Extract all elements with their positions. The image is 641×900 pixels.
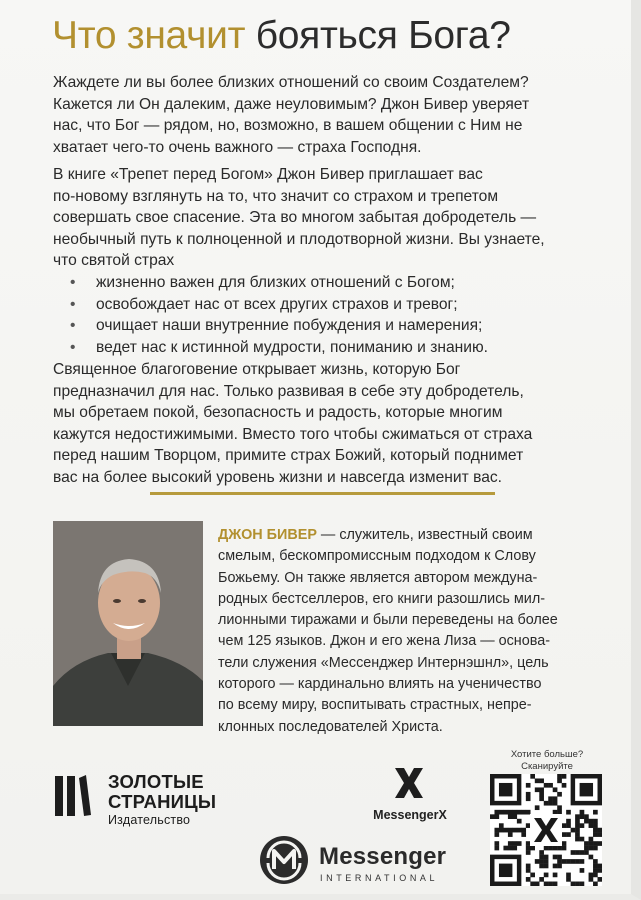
qr-module <box>562 774 567 779</box>
qr-module <box>589 873 594 878</box>
qr-module <box>526 810 531 815</box>
qr-module <box>593 832 598 837</box>
closing-paragraph <box>53 359 613 488</box>
bullet-dot-icon: • <box>70 295 76 313</box>
qr-module <box>557 792 562 797</box>
qr-module <box>557 778 562 783</box>
author-portrait-illustration <box>53 521 203 726</box>
qr-module <box>575 882 580 886</box>
bio-line: которого — кардинально влиять на ученичество <box>218 676 542 693</box>
qr-module <box>562 832 567 837</box>
messengerx-label: MessengerX <box>373 808 447 822</box>
qr-caption-line2: Сканируйте <box>521 761 573 772</box>
qr-module <box>508 828 513 833</box>
qr-module <box>503 828 508 833</box>
qr-module <box>580 859 585 864</box>
qr-module <box>526 850 531 855</box>
x-logo-icon <box>393 766 425 800</box>
qr-module <box>544 882 549 886</box>
qr-module <box>575 859 580 864</box>
qr-module <box>526 783 531 788</box>
headline-accent: Что значит <box>52 14 246 57</box>
qr-module <box>526 841 531 846</box>
invite-line: совершать свое спасение. Эта во многом забытая добродетель — <box>53 209 537 226</box>
qr-module <box>553 801 558 806</box>
qr-module <box>553 882 558 886</box>
qr-module <box>530 774 535 779</box>
qr-module <box>553 787 558 792</box>
messenger-m-badge-icon <box>259 835 309 885</box>
qr-module <box>557 805 562 810</box>
list-item: • жизненно важен для близких отношений с Богом; <box>70 272 610 294</box>
qr-module <box>535 787 540 792</box>
qr-module <box>553 810 558 815</box>
qr-caption <box>488 749 606 773</box>
qr-module <box>526 868 531 873</box>
publisher-subtitle: Издательство <box>108 813 191 827</box>
qr-module <box>526 796 531 801</box>
qr-module <box>575 828 580 833</box>
qr-module <box>580 850 585 855</box>
intro-line: хватает чего-то очень важного — страха Господня. <box>53 138 422 156</box>
qr-module <box>593 846 598 851</box>
qr-finder-pattern <box>499 783 512 796</box>
qr-module <box>575 823 580 828</box>
qr-module <box>535 805 540 810</box>
closing-line: предназначил для нас. Только развивая в себе эту добродетель, <box>53 382 524 400</box>
qr-finder-pattern <box>580 783 593 796</box>
qr-module <box>580 837 585 842</box>
invite-line: что святой страх <box>53 252 175 269</box>
qr-module <box>571 828 576 833</box>
closing-line: вас на более высокий уровень жизни и навсегда изменит вас. <box>53 468 502 486</box>
qr-module <box>557 774 562 779</box>
qr-module <box>535 778 540 783</box>
messenger-wordmark: Messenger <box>319 843 447 870</box>
qr-module <box>593 823 598 828</box>
publisher-name-line1: ЗОЛОТЫЕ <box>108 771 204 792</box>
qr-module <box>571 882 576 886</box>
qr-module <box>508 832 513 837</box>
qr-module <box>494 810 499 815</box>
author-bio <box>218 525 618 738</box>
qr-module <box>557 864 562 869</box>
qr-module <box>526 864 531 869</box>
qr-module <box>539 850 544 855</box>
qr-module <box>589 877 594 882</box>
qr-finder-pattern <box>499 864 512 877</box>
qr-module <box>548 801 553 806</box>
qr-module <box>589 819 594 824</box>
qr-module <box>548 796 553 801</box>
qr-module <box>584 846 589 851</box>
qr-module <box>557 810 562 815</box>
messenger-international-logo <box>259 835 479 890</box>
author-name: ДЖОН БИВЕР <box>218 527 317 543</box>
qr-module <box>566 859 571 864</box>
qr-module <box>526 877 531 882</box>
qr-module <box>598 864 602 869</box>
qr-module <box>521 828 526 833</box>
qr-module <box>521 832 526 837</box>
publisher-name-line2: СТРАНИЦЫ <box>108 791 217 812</box>
qr-module <box>575 819 580 824</box>
qr-module <box>539 855 544 860</box>
qr-module <box>539 877 544 882</box>
qr-module <box>503 846 508 851</box>
qr-module <box>494 828 499 833</box>
qr-module <box>593 868 598 873</box>
qr-module <box>575 814 580 819</box>
qr-module <box>566 832 571 837</box>
publisher-logo <box>55 770 255 830</box>
qr-module <box>526 792 531 797</box>
bio-line: клонных последователей Христа. <box>218 718 443 735</box>
invite-line: необычный путь к полноценной и плодотворной жизни. Вы узнаете, <box>53 230 545 248</box>
qr-module <box>566 823 571 828</box>
invite-line: по-новому взглянуть на то, что значит со страхом и трепетом <box>53 187 499 205</box>
qr-module <box>494 841 499 846</box>
gold-divider <box>150 492 495 495</box>
bio-line: по всему миру, воспитывать страстных, непре- <box>218 697 532 714</box>
qr-module <box>562 823 567 828</box>
qr-module <box>598 868 602 873</box>
qr-module <box>526 823 531 828</box>
qr-module <box>539 796 544 801</box>
headline <box>52 14 511 58</box>
qr-module <box>544 783 549 788</box>
qr-module <box>494 832 499 837</box>
qr-module <box>539 787 544 792</box>
bio-line: лионными тиражами и были переведены на более <box>218 612 558 629</box>
qr-module <box>593 828 598 833</box>
qr-module <box>593 882 598 886</box>
qr-module <box>566 819 571 824</box>
qr-module <box>598 832 602 837</box>
qr-module <box>580 868 585 873</box>
qr-module <box>580 823 585 828</box>
qr-module <box>584 850 589 855</box>
bullet-dot-icon: • <box>70 274 76 291</box>
qr-module <box>571 859 576 864</box>
qr-module <box>539 859 544 864</box>
qr-module <box>589 837 594 842</box>
publisher-wordmark <box>108 772 216 828</box>
qr-module <box>521 810 526 815</box>
qr-module <box>575 837 580 842</box>
qr-module <box>530 882 535 886</box>
qr-module <box>512 846 517 851</box>
qr-module <box>512 828 517 833</box>
invite-paragraph <box>53 164 613 272</box>
qr-module <box>539 792 544 797</box>
benefits-list <box>70 272 610 358</box>
qr-module <box>544 859 549 864</box>
bio-line: родных бестселлеров, его книги разошлись мил- <box>218 590 546 607</box>
qr-code-icon <box>490 774 602 886</box>
qr-module <box>553 873 558 878</box>
intro-line: Жаждете ли вы более близких отношений со своим Создателем? <box>53 74 529 91</box>
messenger-subtitle: INTERNATIONAL <box>320 873 439 883</box>
bio-line: Божьему. Он также является автором междуна- <box>218 569 538 586</box>
qr-module <box>598 877 602 882</box>
qr-module <box>553 864 558 869</box>
qr-module <box>544 855 549 860</box>
qr-module <box>508 846 513 851</box>
author-photo <box>53 521 203 726</box>
qr-module <box>571 850 576 855</box>
qr-module <box>544 801 549 806</box>
qr-module <box>517 841 522 846</box>
qr-module <box>512 814 517 819</box>
qr-module <box>562 783 567 788</box>
qr-module <box>544 864 549 869</box>
qr-module <box>589 823 594 828</box>
qr-module <box>575 850 580 855</box>
qr-module <box>580 814 585 819</box>
qr-caption-line1: Хотите больше? <box>510 749 584 760</box>
closing-line: кажутся недостижимыми. Вместо того чтобы сжиматься от страха <box>53 425 533 443</box>
qr-module <box>562 846 567 851</box>
qr-module <box>499 810 504 815</box>
headline-rest: бояться Бога? <box>245 14 511 57</box>
qr-module <box>562 859 567 864</box>
qr-module <box>508 841 513 846</box>
qr-module <box>530 846 535 851</box>
qr-module <box>575 832 580 837</box>
bullet-dot-icon: • <box>70 338 76 356</box>
qr-module <box>517 810 522 815</box>
qr-module <box>490 814 495 819</box>
qr-module <box>584 841 589 846</box>
qr-module <box>580 882 585 886</box>
qr-module <box>544 873 549 878</box>
closing-line: мы обретаем покой, безопасность и радость, которые многим <box>53 404 503 421</box>
qr-module <box>508 814 513 819</box>
qr-module <box>593 873 598 878</box>
closing-line: Священное благоговение открывает жизнь, которую Бог <box>53 361 461 378</box>
bio-line: смелым, бескомпромиссным подходом к Слову <box>218 548 536 565</box>
qr-module <box>584 819 589 824</box>
qr-module <box>593 859 598 864</box>
qr-module <box>580 810 585 815</box>
qr-module <box>584 814 589 819</box>
qr-module <box>508 810 513 815</box>
bio-line-first: ДЖОН БИВЕР — служитель, известный своим <box>218 527 533 543</box>
qr-module <box>589 841 594 846</box>
qr-module <box>539 864 544 869</box>
qr-module <box>539 778 544 783</box>
intro-line: нас, что Бог — рядом, но, возможно, в вашем общении с Ним не <box>53 117 523 134</box>
qr-module <box>553 846 558 851</box>
book-spines-icon <box>55 774 91 816</box>
intro-line: Кажется ли Он далеким, даже неуловимым? Джон Бивер уверяет <box>53 95 530 113</box>
qr-module <box>499 828 504 833</box>
qr-module <box>562 841 567 846</box>
qr-module <box>553 796 558 801</box>
intro-paragraph <box>53 72 613 158</box>
closing-line: перед нашим Творцом, примите страх Божий, который поднимет <box>53 447 524 464</box>
qr-module <box>548 882 553 886</box>
list-item: • очищает наши внутренние побуждения и намерения; <box>70 315 610 337</box>
qr-module <box>598 828 602 833</box>
qr-module <box>517 828 522 833</box>
qr-module <box>593 819 598 824</box>
qr-module <box>503 810 508 815</box>
qr-module <box>557 855 562 860</box>
qr-module <box>566 873 571 878</box>
qr-module <box>517 819 522 824</box>
qr-module <box>593 864 598 869</box>
qr-module <box>535 882 540 886</box>
qr-module <box>535 859 540 864</box>
qr-module <box>548 783 553 788</box>
qr-code[interactable] <box>490 774 602 886</box>
messengerx-logo <box>365 766 455 836</box>
bullet-dot-icon: • <box>70 317 76 334</box>
bio-line: чем 125 языков. Джон и его жена Лиза — основа- <box>218 633 551 650</box>
list-item: • ведет нас к истинной мудрости, пониманию и знанию. <box>70 337 610 359</box>
qr-module <box>526 846 531 851</box>
qr-module <box>598 841 602 846</box>
list-item: • освобождает нас от всех других страхов и тревог; <box>70 294 610 316</box>
invite-line: В книге «Трепет перед Богом» Джон Бивер приглашает вас <box>53 166 483 183</box>
qr-module <box>548 846 553 851</box>
qr-module <box>589 846 594 851</box>
qr-module <box>593 810 598 815</box>
qr-module <box>544 846 549 851</box>
qr-module <box>589 855 594 860</box>
qr-module <box>494 814 499 819</box>
qr-module <box>566 877 571 882</box>
qr-module <box>553 855 558 860</box>
qr-module <box>512 810 517 815</box>
qr-module <box>566 810 571 815</box>
qr-module <box>557 846 562 851</box>
qr-module <box>494 846 499 851</box>
qr-module <box>512 841 517 846</box>
qr-module <box>530 873 535 878</box>
qr-module <box>557 859 562 864</box>
qr-module <box>593 841 598 846</box>
qr-module <box>499 823 504 828</box>
bio-line: тели служения «Мессенджер Интернэшнл», цель <box>218 654 549 671</box>
